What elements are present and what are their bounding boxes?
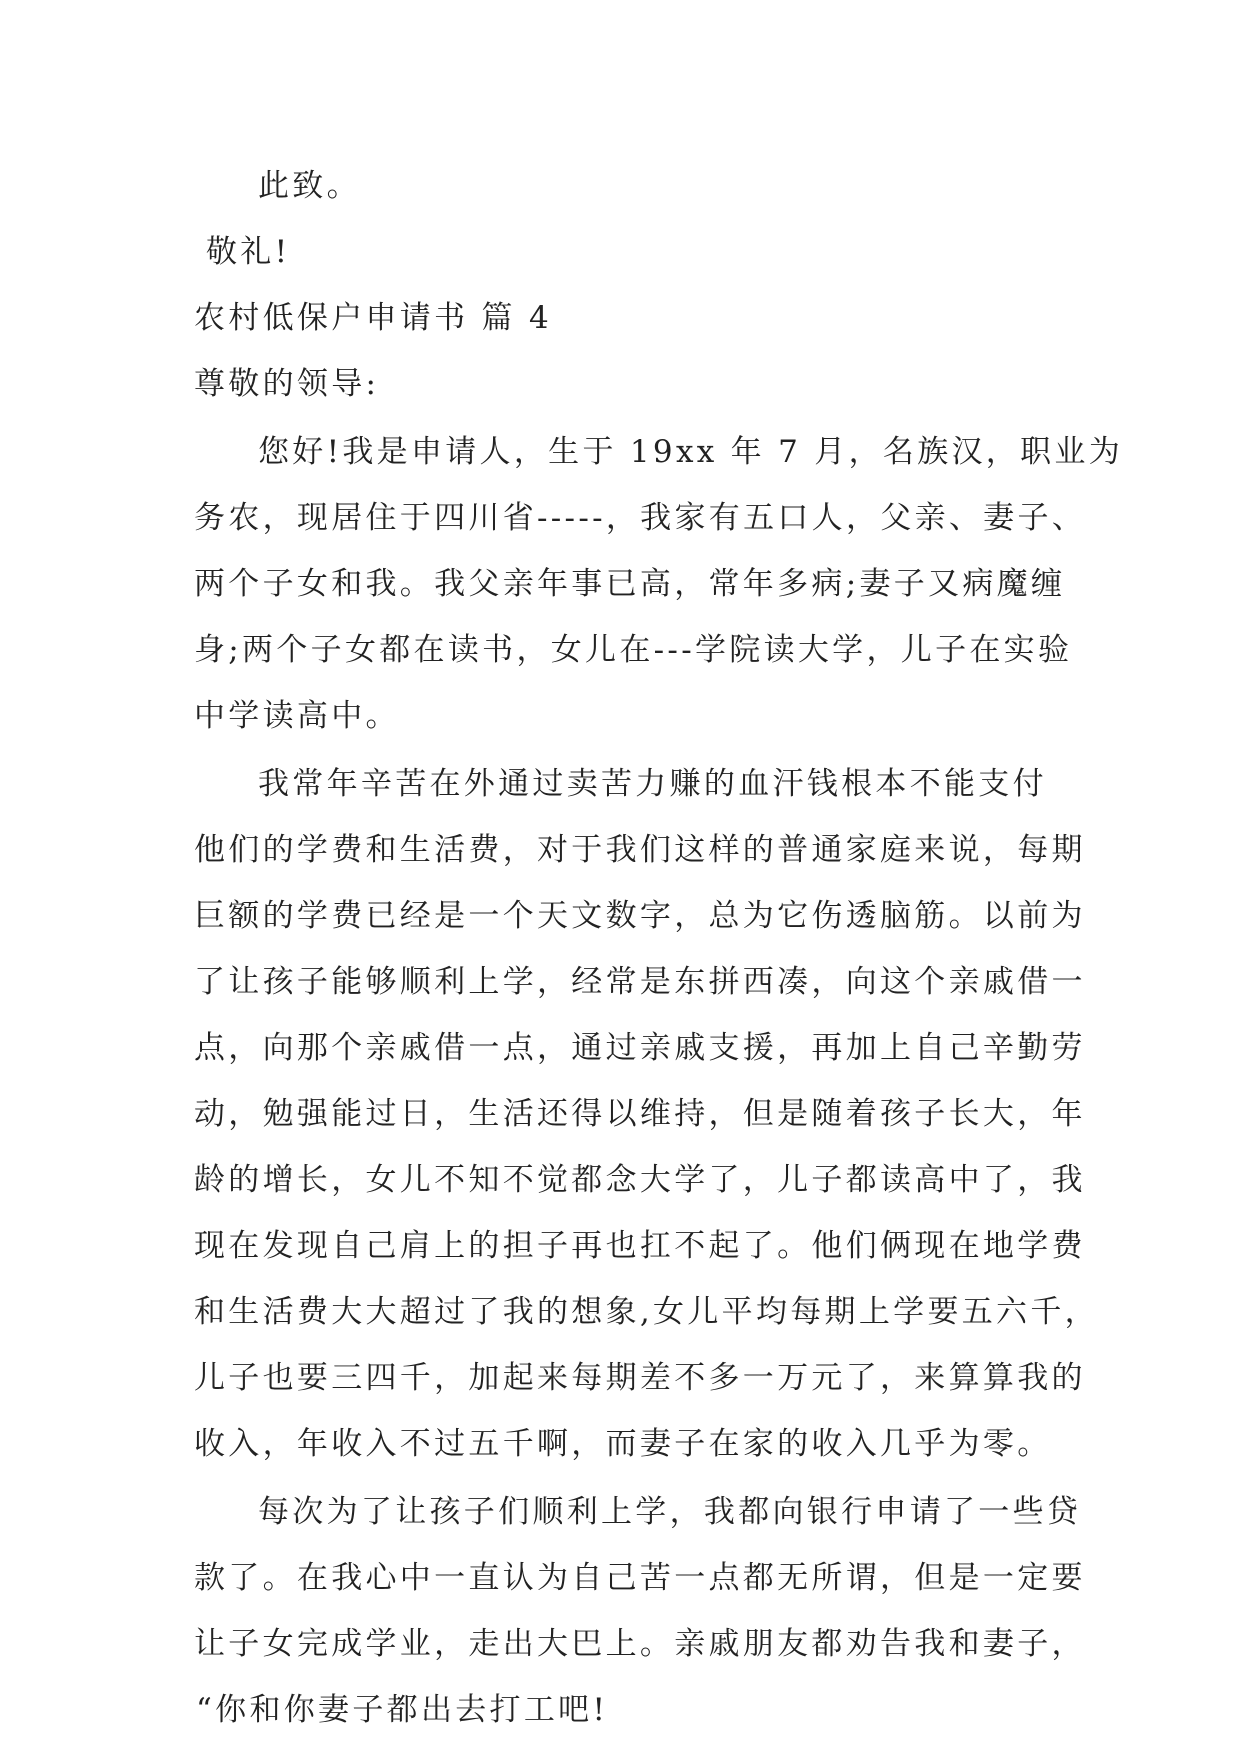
paragraph-2-line-6: 动，勉强能过日，生活还得以维持，但是随着孩子长大，年 — [194, 1096, 1086, 1132]
paragraph-2-line-9: 和生活费大大超过了我的想象,女儿平均每期上学要五六千， — [194, 1294, 1099, 1330]
salutation: 尊敬的领导: — [194, 366, 380, 402]
paragraph-2-line-1: 我常年辛苦在外通过卖苦力赚的血汗钱根本不能支付 — [258, 766, 1047, 802]
paragraph-3-line-4: “你和你妻子都出去打工吧! — [196, 1692, 609, 1728]
paragraph-2-line-3: 巨额的学费已经是一个天文数字，总为它伤透脑筋。以前为 — [194, 898, 1086, 934]
paragraph-1-line-1: 您好!我是申请人，生于 19xx 年 7 月，名族汉，职业为 — [258, 434, 1124, 470]
section-title: 农村低保户申请书 篇 4 — [194, 300, 553, 336]
paragraph-1-line-5: 中学读高中。 — [194, 698, 400, 734]
paragraph-2-line-5: 点，向那个亲戚借一点，通过亲戚支援，再加上自己辛勤劳 — [194, 1030, 1086, 1066]
paragraph-2-line-11: 收入，年收入不过五千啊，而妻子在家的收入几乎为零。 — [194, 1426, 1052, 1462]
closing-line-1: 此致。 — [258, 168, 361, 204]
paragraph-2-line-4: 了让孩子能够顺利上学，经常是东拼西凑，向这个亲戚借一 — [194, 964, 1086, 1000]
paragraph-3-line-2: 款了。在我心中一直认为自己苦一点都无所谓，但是一定要 — [194, 1560, 1086, 1596]
paragraph-3-line-1: 每次为了让孩子们顺利上学，我都向银行申请了一些贷 — [258, 1494, 1082, 1530]
paragraph-1-line-4: 身;两个子女都在读书，女儿在---学院读大学，儿子在实验 — [194, 632, 1073, 668]
paragraph-1-line-3: 两个子女和我。我父亲年事已高，常年多病;妻子又病魔缠 — [194, 566, 1066, 602]
paragraph-3-line-3: 让子女完成学业，走出大巴上。亲戚朋友都劝告我和妻子， — [194, 1626, 1086, 1662]
paragraph-2-line-7: 龄的增长，女儿不知不觉都念大学了，儿子都读高中了，我 — [194, 1162, 1086, 1198]
paragraph-2-line-10: 儿子也要三四千，加起来每期差不多一万元了，来算算我的 — [194, 1360, 1086, 1396]
closing-line-2: 敬礼! — [206, 234, 291, 270]
paragraph-2-line-8: 现在发现自己肩上的担子再也扛不起了。他们俩现在地学费 — [194, 1228, 1086, 1264]
paragraph-2-line-2: 他们的学费和生活费，对于我们这样的普通家庭来说，每期 — [194, 832, 1086, 868]
paragraph-1-line-2: 务农，现居住于四川省-----，我家有五口人，父亲、妻子、 — [194, 500, 1087, 536]
